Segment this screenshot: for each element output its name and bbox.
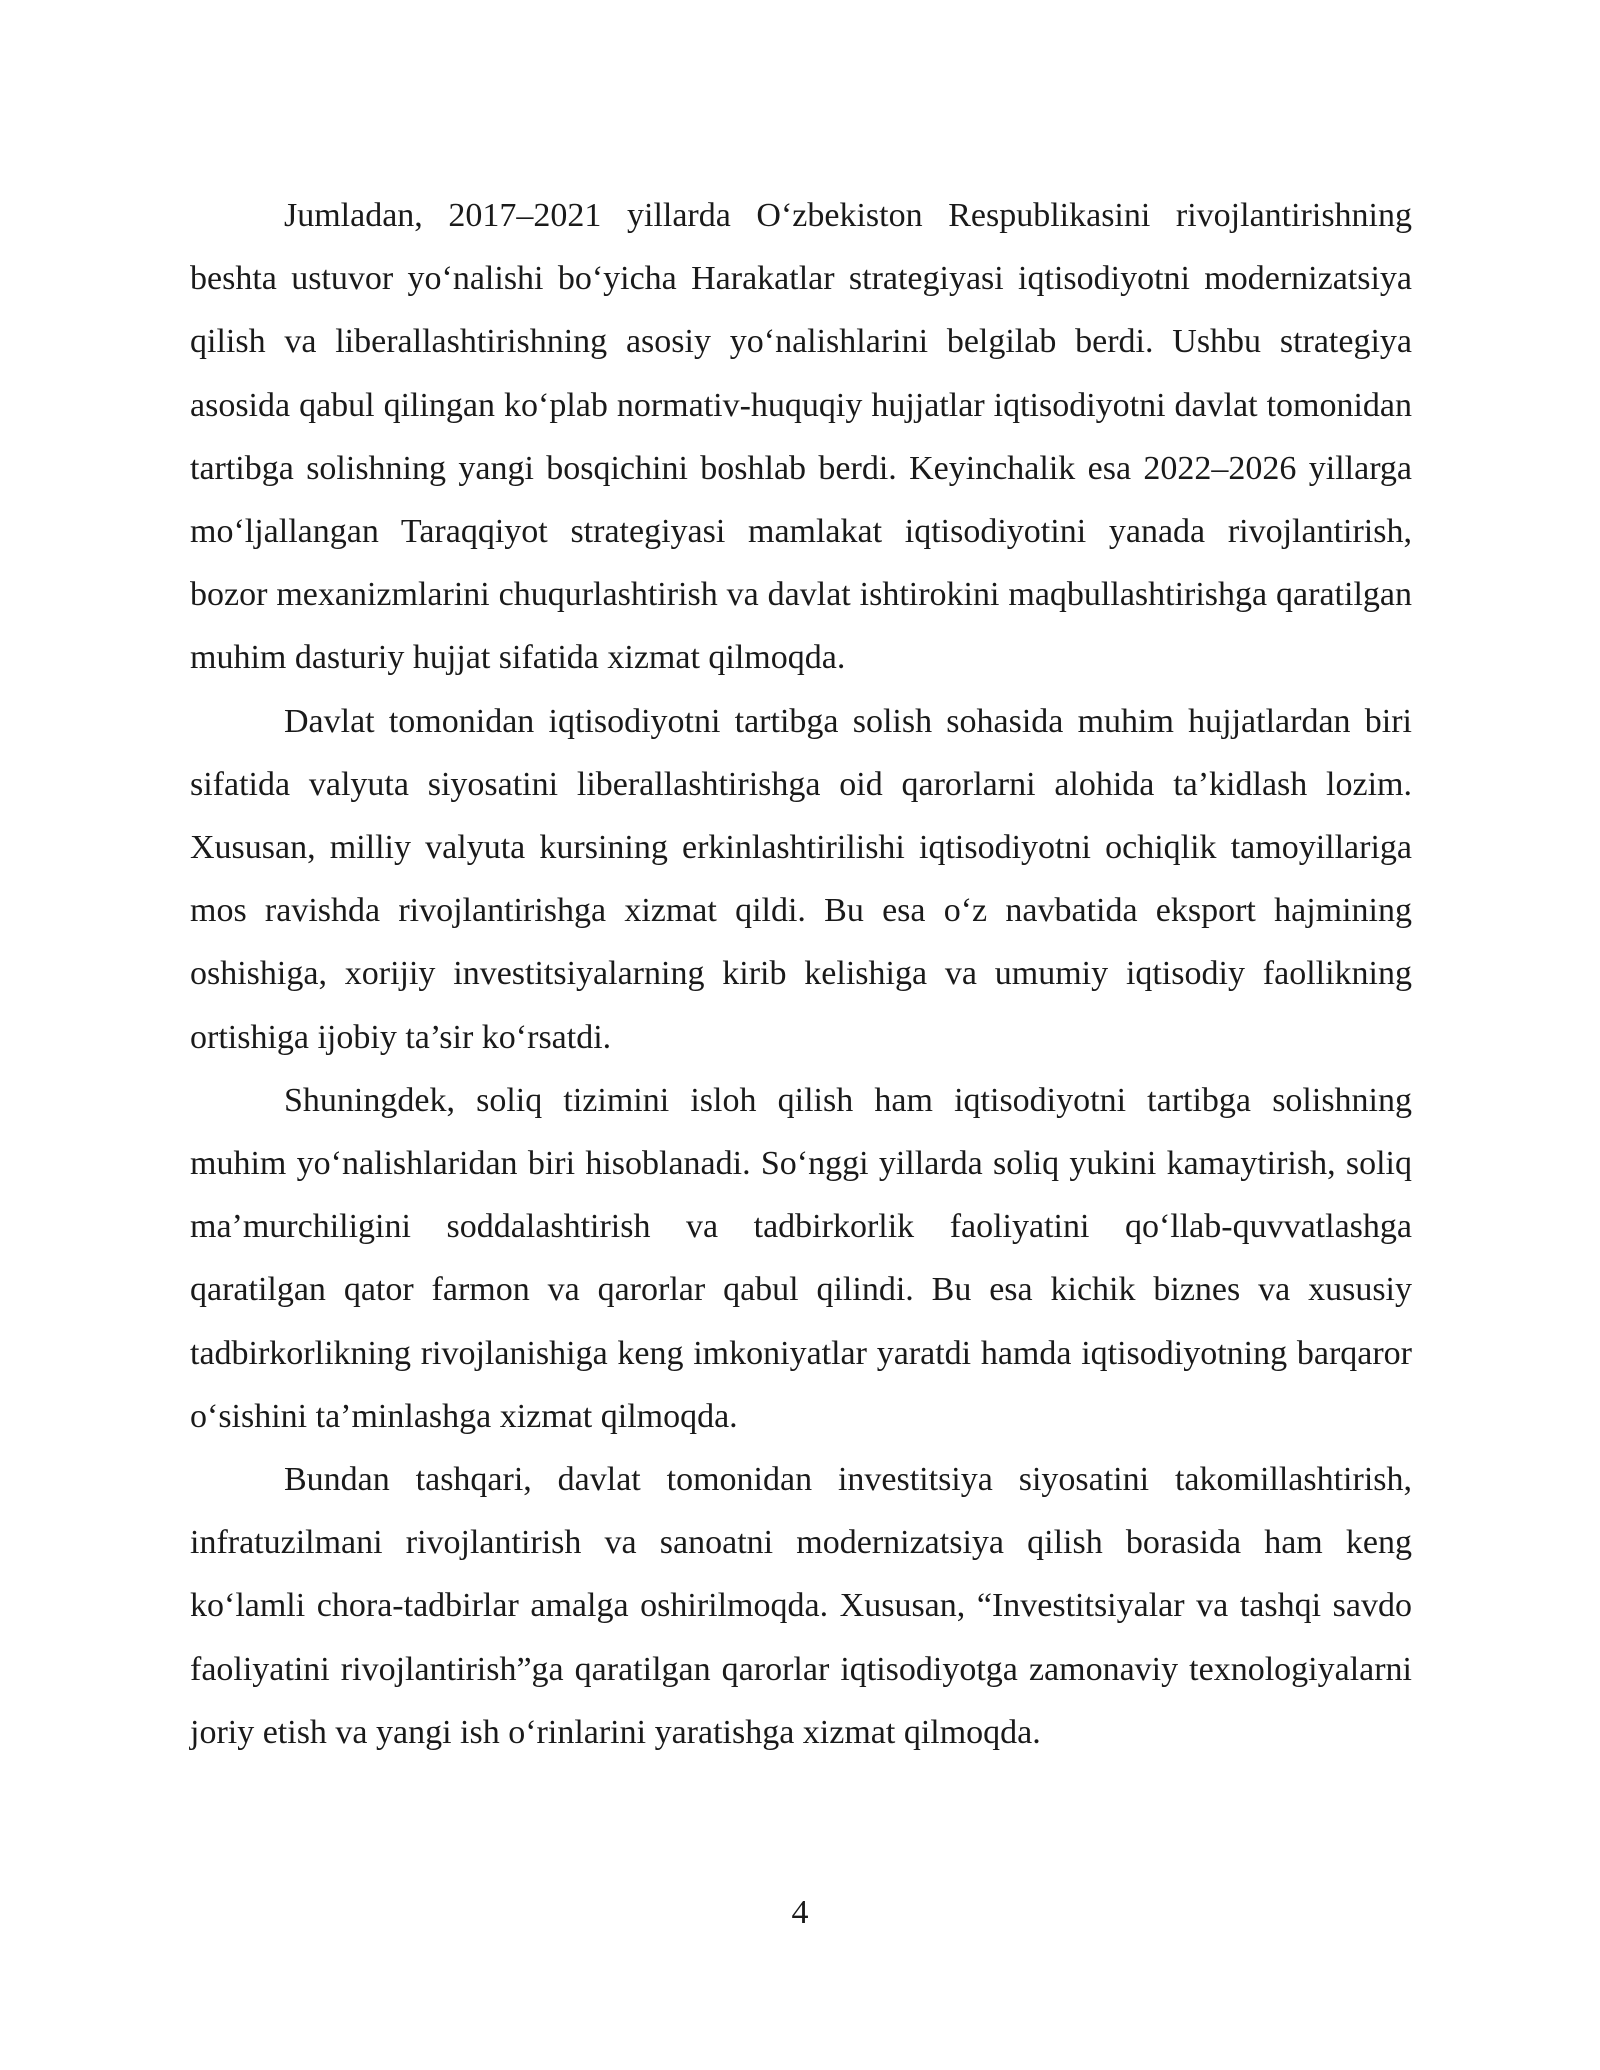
page-number: 4 xyxy=(791,1894,809,1931)
body-text xyxy=(190,184,1412,1764)
paragraph-1: Jumladan, 2017–2021 yillarda O‘zbekiston Respublikasini rivojlantirishning beshta ustuvor yo‘nalishi bo‘yicha Harakatlar strategiyasi iqtisodiyotni modernizatsiya qilish va liberallashtirishning asosiy yo‘nalishlarini belgilab berdi. Ushbu strategiya asosida qabul qilingan ko‘plab normativ-huquqiy hujjatlar iqtisodiyotni davlat tomonidan tartibga solishning yangi bosqichini boshlab berdi. Keyinchalik esa 2022–2026 yillarga mo‘ljallangan Taraqqiyot strategiyasi mamlakat iqtisodiyotini yanada rivojlantirish, bozor mexanizmlarini chuqurlashtirish va davlat ishtirokini maqbullashtirishga qaratilgan muhim dasturiy hujjat sifatida xizmat qilmoqda. xyxy=(190,197,1412,677)
paragraph-4: Bundan tashqari, davlat tomonidan investitsiya siyosatini takomillashtirish, infratuzilmani rivojlantirish va sanoatni modernizatsiya qilish borasida ham keng ko‘lamli chora-tadbirlar amalga oshirilmoqda. Xususan, “Investitsiyalar va tashqi savdo faoliyatini rivojlantirish”ga qaratilgan qarorlar iqtisodiyotga zamonaviy texnologiyalarni joriy etish va yangi ish o‘rinlarini yaratishga xizmat qilmoqda. xyxy=(190,1461,1412,1751)
paragraph-2: Davlat tomonidan iqtisodiyotni tartibga solish sohasida muhim hujjatlardan biri sifatida valyuta siyosatini liberallashtirishga oid qarorlarni alohida ta’kidlash lozim. Xususan, milliy valyuta kursining erkinlashtirilishi iqtisodiyotni ochiqlik tamoyillariga mos ravishda rivojlantirishga xizmat qildi. Bu esa o‘z navbatida eksport hajmining oshishiga, xorijiy investitsiyalarning kirib kelishiga va umumiy iqtisodiy faollikning ortishiga ijobiy ta’sir ko‘rsatdi. xyxy=(190,702,1412,1056)
paragraph-3: Shuningdek, soliq tizimini isloh qilish ham iqtisodiyotni tartibga solishning muhim yo‘nalishlaridan biri hisoblanadi. So‘nggi yillarda soliq yukini kamaytirish, soliq ma’murchiligini soddalashtirish va tadbirkorlik faoliyatini qo‘llab-quvvatlashga qaratilgan qator farmon va qarorlar qabul qilindi. Bu esa kichik biznes va xususiy tadbirkorlikning rivojlanishiga keng imkoniyatlar yaratdi hamda iqtisodiyotning barqaror o‘sishini ta’minlashga xizmat qilmoqda. xyxy=(190,1081,1412,1435)
